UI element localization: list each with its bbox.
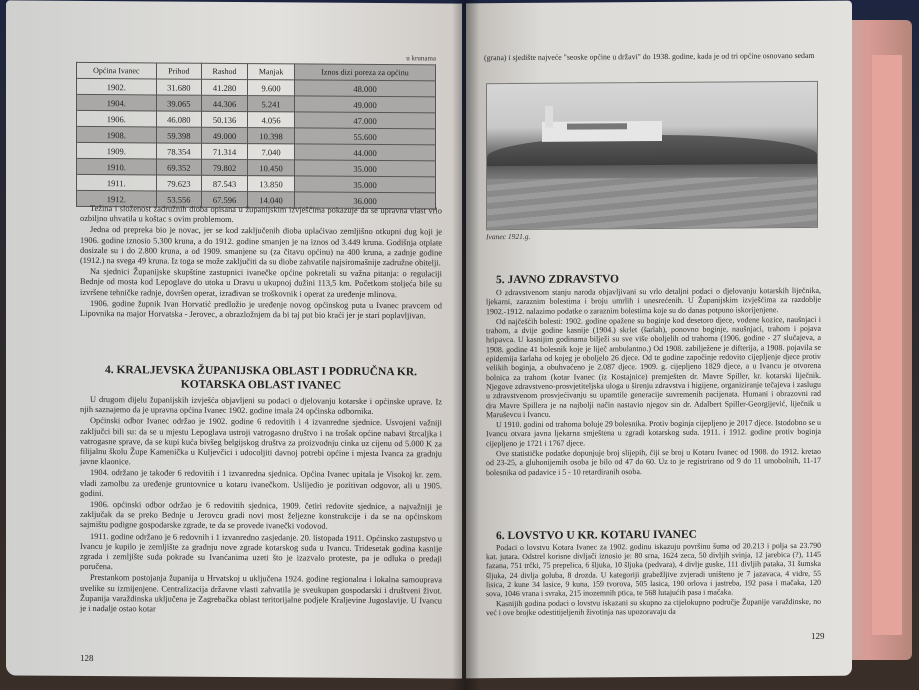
table-cell: 79.623 <box>156 175 201 191</box>
paragraph: Jedna od prepreka bio je novac, jer se kod zaključenih dioba uplaćivao zemljišno otkupni dug koji je 1906. godine iznosio 5.300 kruna, a do 1912. godine smanjen je na iznos od 3.449 kruna. Godišnja otplate dosizale su i do 2.800 kruna, a od 1909. smanjene su (za čitavu općinu) na 400 kruna, a zadnje godine (1912.) na svega 49 kruna. Iz toga se može zaključiti da su diobe zahvatile najsiromašnije zadružne obitelji. <box>80 225 442 268</box>
table-cell: 44.000 <box>295 144 436 161</box>
table-unit-note: u krunama <box>406 54 436 63</box>
table-cell: 48.000 <box>295 80 436 97</box>
section-heading-6: 6. LOVSTVO U KR. KOTARU IVANEC <box>496 528 697 543</box>
table-cell: 5.241 <box>248 96 295 112</box>
book-spine <box>452 0 480 690</box>
table-cell: 14.040 <box>248 192 295 208</box>
table-cell: 9.600 <box>248 80 295 96</box>
table-header-cell: Iznos dizi poreza za općinu <box>295 64 436 81</box>
table-cell: 53.556 <box>156 191 201 207</box>
table-cell: 35.000 <box>295 160 436 177</box>
table-cell: 31.680 <box>156 79 201 95</box>
table-cell: 1904. <box>77 94 157 111</box>
table-cell: 87.543 <box>201 175 247 191</box>
table-cell: 47.000 <box>295 112 436 129</box>
paragraph: Kasnijih godina podaci o lovstvu iskazani su skupno za cijelokupno područje Županije varaždinske, no već i ove brojke odestitijeljenih životinja nas upozoravaju da <box>486 597 821 618</box>
paragraph: U drugom dijelu županijskih izvješća objavljeni su podaci o djelovanju kotarske i općinske uprave. Iz njih saznajemo da je upravna općina Ivanec 1902. godine imala 24 općinska odbornika. <box>80 394 442 417</box>
historic-photo-ivanec <box>486 81 818 230</box>
paragraph: Podaci o lovstvu Kotara Ivanec za 1902. godinu iskazuju površinu šuma od 20.213 i polja sa 23.790 kat. jutara. Odstrel korisne divljači iznosio je: 80 srna, 1624 zeca, 50 divljih svinja, 12 jarebica (?), 1145 fazana, 751 trčki, 75 prepelica, 6 šljuka, 10 šljuka (pedvara), 4 divlje guske, 111 divljih pataka, 31 šumska šljuka, 24 divlja goluba, 8 drozda. U kategoriji grabežljive zvjeradi uništeno je 7 jazavaca, 4 vidre, 55 lisica, 2 kune 34 lasice, 9 kuna, 159 tvorova, 505 lasica, 190 orlova i jastreba, 192 pasa i mačaka, 120 sova, 1046 vrana i svraka, 215 inozemnih ptica, te 568 lutajućih pasa i mačaka. <box>486 540 821 599</box>
table-header-cell: Rashod <box>201 63 247 79</box>
photo-church-tower <box>545 106 553 128</box>
paragraph: 1904. održano je također 6 redovitih i 1 izvanredna sjednica. Općina Ivanec upitala je Visokoj kr. zem. vladi zamolbu za uređenje gruntovnice u kotaru ivanečkom. Uslijedio je pozitivan odgovor, ali u 1905. godini. <box>80 468 442 498</box>
table-cell: 36.000 <box>295 192 436 209</box>
finance-table <box>76 62 436 210</box>
left-bottom-text <box>80 395 442 618</box>
table-cell: 79.802 <box>201 159 247 175</box>
table-block <box>76 56 446 210</box>
table-cell: 49.000 <box>295 96 436 113</box>
table-cell: 44.306 <box>201 95 247 111</box>
right-top-text: (grana) i sjedište najveće "seoske općine u državi" do 1938. godine, kada je od tri općine osnovano sedam <box>484 50 815 63</box>
table-cell: 1908. <box>77 126 157 143</box>
left-page <box>6 0 462 678</box>
table-cell: 67.596 <box>201 191 247 207</box>
paragraph: Ove statističke podatke dopunjuje broj slijepih, čiji se broj u Kotaru Ivanec od 1908. do 1912. kretao od 23-25, a gluhonijemih osoba je bilo od 47 do 60. Uz to je registrirano od 9 do 11 umobolnih, 11-17 bolesnika od padavice i 5 - 10 retardiranih osoba. <box>486 446 821 477</box>
health-text <box>486 286 821 478</box>
photo-field <box>487 177 817 229</box>
section-heading-4: 4. KRALJEVSKA ŽUPANIJSKA OBLAST I PODRUČNA KR. KOTARSKA OBLAST IVANEC <box>104 364 418 392</box>
section-heading-5: 5. JAVNO ZDRAVSTVO <box>496 273 619 287</box>
paragraph: Općinski odbor Ivanec održao je 1902. godine 6 redovitih i 4 izvanredne sjednice. Usvojeni važniji zaključci bili su: da se u mjestu Lepoglava ustroji vatrogasno društvo i na trošak općine nabavi štrcaljka i vatrogasne sprave, da se kupi kuća bivšeg belgijskog društva za proizvodnju cinka uz cijenu od 5.000 K za filijalnu školu Župe Kamenička u Kuljevčici i udocoljiti davnoj potrebi općine i mjesta Ivanca za gradnju javne klaonice. <box>80 416 442 467</box>
paragraph: Težina i složenost zadružnih dioba opisana u županijskim izvješćima pokazuje da se upravna vlast vrlo ozbiljno uhvatila u koštac s ovim problemom. <box>80 203 442 225</box>
table-cell: 39.065 <box>156 95 201 111</box>
table-cell: 1902. <box>77 78 157 95</box>
paragraph: 1906. godine župnik Ivan Horvatić predložio je uređenje novog općinskog puta u Ivanec pravcem od Lipovnika na major Horvatska - Jerovec, a obrazložnjem da bi taj put bio kraći jer je stari poplavljivan. <box>80 298 442 321</box>
paragraph: 1906. općinski odbor održao je 6 redovitih sjednica, 1909. četiri redovite sjednice, a najvažniji je zaključak da se preko Bednje u Jerovcu gradi novi most željezne konstrukcije i da se na općinskom sajmištu podigne gospodarske zgrade, te da se provede ivanečki vodovod. <box>80 500 442 532</box>
table-cell: 1912. <box>77 190 157 207</box>
table-cell: 1910. <box>77 158 157 175</box>
paragraph: 1911. godine održano je 6 redovnih i 1 izvanredno zasjedanje. 20. listopada 1911. Općinsko zastupstvo u Ivancu je kupilo je zemljište za gradnju nove zgrade kotarskog suda u Ivancu. Tridesetak godina kasnije zgrada i zemljište suda pokrade su Ivanćanima uzeti što je izazvalo proteste, pa je odluka o predaji poručena. <box>80 531 442 572</box>
table-cell: 78.354 <box>156 143 201 159</box>
table-cell: 13.850 <box>248 176 295 192</box>
table-cell: 50.136 <box>201 111 247 127</box>
table-header-cell: Manjak <box>248 64 295 80</box>
table-cell: 59.398 <box>156 127 201 143</box>
paragraph: Na sjednici Županijske skupštine zastupnici ivanečke općine pokretali su važna pitanja: o regulaciji Bednje od mosta kod Lepoglave do utoka u Dravu u ukupnoj dužini 113,5 km. Početkom stoljeća bile su izvršene tehničke radnje, dovršen operat, izrađivan se troškovnik i operat za uređenje mlinova. <box>80 267 442 299</box>
paragraph: O zdravstvenom stanju naroda objavljivani su vrlo detaljni podaci o djelovanju kotarskih liječnika, ljekarni, zaraznim bolestima i broju umrlih i unesrećenih. U Županijskim izvješćima za razdoblje 1902.-1912. nalazimo podatke o zaraznim bolestima koje su do danas potpuno iskorijenjene. <box>486 285 821 316</box>
table-cell: 69.352 <box>156 159 201 175</box>
table-cell: 4.056 <box>248 112 295 128</box>
table-cell: 49.000 <box>201 127 247 143</box>
paragraph: Od najčešćih bolesti: 1902. godine opažene su boginje kod desetoro djece, vodene kozice, naušnjaci i trahom, a dvije godine kasnije (1904.) skrlet (šarlah), ponovno boginje, naušnjaci, trahom i pojava hripavca. U kasnijim godinama bilježi su sve više oboljelih od trahoma (1906. godine - 27 slučajeva, a 1908. godine 41 bolesnik koje je liječ ambulantno.) Od 1908. zabilježene je difterija, a 1908. pojavila se epidemija šarlaha od kojeg je oboljelo 26 djece. Od te godine započinje redovito cijepljenje djece protiv velikih boginja, a obuhvaćeno je 2.087 djece. 1909. g. cijepljeno 1829 djece, a u Ivancu je otvorena bolnica za trahom (kotar Ivanec (iz Kostajnice) premješten dr. Mavre Spiller, kr. kotarski liječnik. Njegove zdravstveno-prosvjetiteljska uloga u širenju zdravstva i higijene, organiziranje tečajeva i zaslugu u zdravstvenom prosvjećivanju su upamtile generacije suvremenih pacijenata. Humani i obrazovni rad dra Mavre Spillera je na najbolji način nastavio njegov sin dr. Adalbert Spiller-Georgijević, liječnik u Maruševcu i Ivancu. <box>486 314 821 420</box>
table-cell: 10.398 <box>248 128 295 144</box>
book-edge-inner <box>872 55 902 635</box>
table-cell: 55.600 <box>295 128 436 145</box>
table-cell: 10.450 <box>248 160 295 176</box>
table-cell: 46.080 <box>156 111 201 127</box>
hunting-text <box>486 541 821 619</box>
paragraph: Prestankom postojanja županija u Hrvatskoj u uključena 1924. godine regionalna i lokalna samouprava uvelike su izmijenjene. Centralizacija državne vlasti zahvatila je sveukupan gospodarski i društveni život. Županija varaždinska uključena je Zagrebačka oblast teritorijalne podjele Kraljevine Jugoslavije. U Ivancu je i nadalje ostao kotar <box>80 573 442 614</box>
photo-roof <box>567 123 627 129</box>
table-header-cell: Prihod <box>156 63 201 79</box>
table-cell: 35.000 <box>295 176 436 193</box>
table-cell: 1909. <box>77 142 157 159</box>
left-top-text <box>80 204 442 323</box>
table-cell: 1911. <box>77 174 157 191</box>
page-number-right: 129 <box>811 630 825 641</box>
table-cell: 71.314 <box>201 143 247 159</box>
table-cell: 1906. <box>77 110 157 127</box>
page-number-left: 128 <box>80 652 94 664</box>
photo-caption: Ivanec 1921.g. <box>486 231 531 242</box>
paragraph: U 1910. godini od trahoma boluje 29 bolesnika. Protiv boginja cijepljeno je 2017 djece. Istodobno se u Ivancu otvara javna ljekarna smještena u zgradi kotarskog suda. 1911. i 1912. godine protiv boginja cijepljeno je 1721 i 1767 djece. <box>486 418 821 448</box>
table-body <box>77 78 436 209</box>
right-page <box>466 1 852 679</box>
table-cell: 7.040 <box>248 144 295 160</box>
table-cell: 41.280 <box>201 79 247 95</box>
table-header-cell: Općina Ivanec <box>77 62 157 79</box>
